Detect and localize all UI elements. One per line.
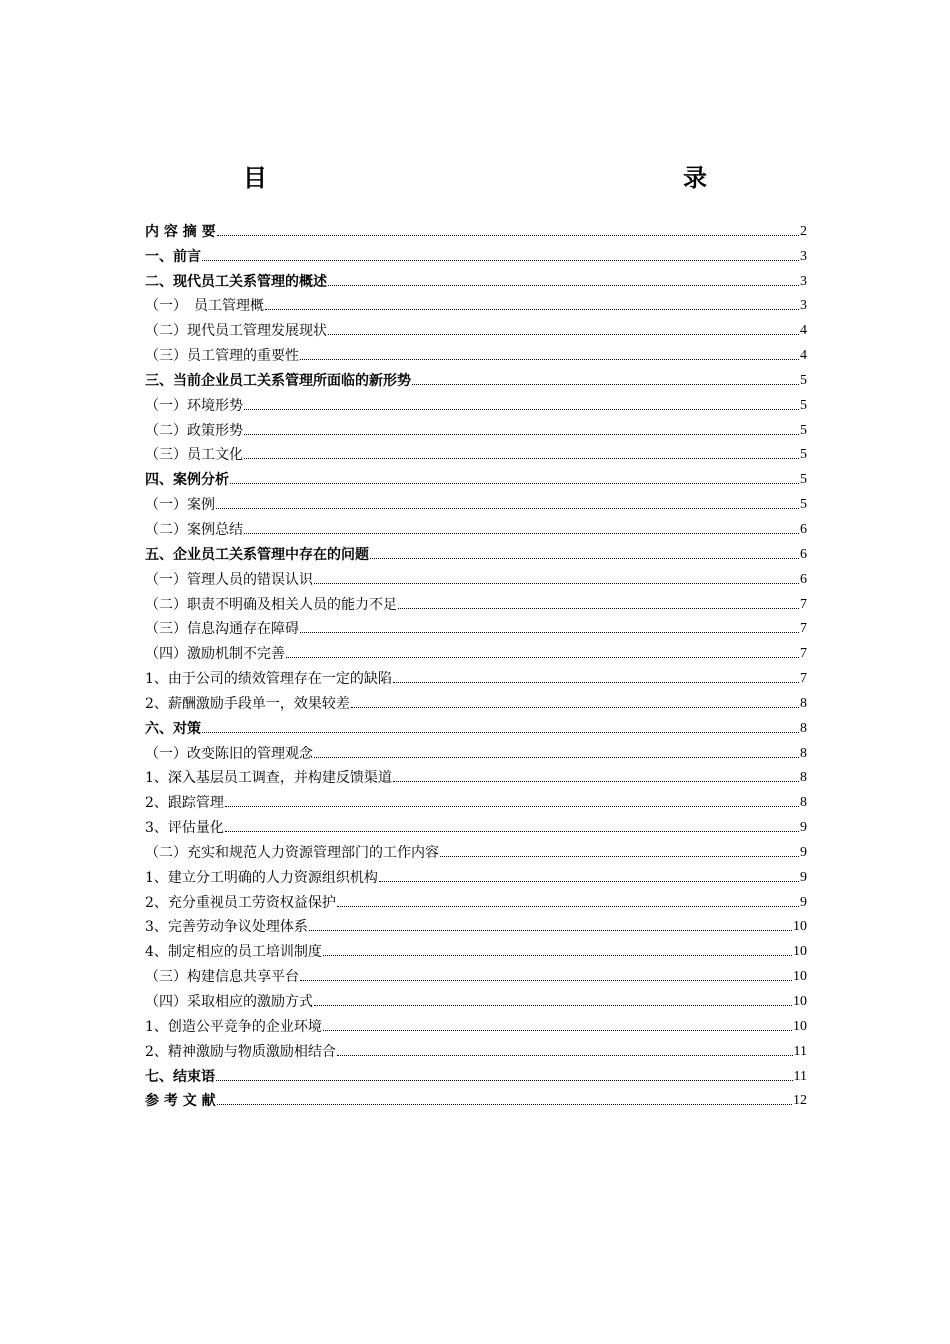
- toc-entry[interactable]: [145, 1061, 807, 1086]
- dot-leader: [216, 508, 799, 509]
- dot-leader: [244, 409, 799, 410]
- toc-entry[interactable]: [145, 663, 807, 688]
- toc-entry[interactable]: [145, 763, 807, 788]
- toc-entry-page-number: 9: [800, 820, 807, 836]
- toc-entry-page-number: 5: [800, 472, 807, 488]
- toc-entry[interactable]: [145, 837, 807, 862]
- toc-entry[interactable]: [145, 688, 807, 713]
- toc-entry[interactable]: [145, 241, 807, 266]
- toc-entry-title: 2、精神激励与物质激励相结合: [145, 1043, 336, 1060]
- toc-entry-title: 2、充分重视员工劳资权益保护: [145, 894, 336, 911]
- toc-entry-title: （四）激励机制不完善: [145, 646, 285, 663]
- toc-entry[interactable]: [145, 464, 807, 489]
- toc-entry[interactable]: [145, 738, 807, 763]
- toc-entry-page-number: 11: [793, 1068, 807, 1084]
- toc-entry[interactable]: [145, 812, 807, 837]
- dot-leader: [300, 359, 799, 360]
- toc-entry[interactable]: [145, 1036, 807, 1061]
- dot-leader: [393, 781, 799, 782]
- dot-leader: [337, 1055, 793, 1056]
- dot-leader: [314, 1005, 792, 1006]
- dot-leader: [314, 757, 799, 758]
- dot-leader: [328, 334, 799, 335]
- dot-leader: [225, 806, 799, 807]
- dot-leader: [398, 608, 799, 609]
- dot-leader: [328, 285, 799, 286]
- dot-leader: [217, 1104, 792, 1105]
- dot-leader: [244, 533, 799, 534]
- dot-leader: [379, 881, 799, 882]
- toc-entry-title: 参 考 文 献: [145, 1093, 216, 1110]
- toc-entry-page-number: 10: [793, 1018, 807, 1034]
- toc-entry[interactable]: [145, 1086, 807, 1111]
- toc-entry-title: （二）政策形势: [145, 422, 243, 439]
- toc-entry-title: （三）构建信息共享平台: [145, 969, 299, 986]
- toc-entry-title: （一）环境形势: [145, 397, 243, 414]
- toc-entry-title: 六、对策: [145, 720, 201, 737]
- toc-entry-title: 4、制定相应的员工培训制度: [145, 944, 322, 961]
- toc-entry[interactable]: [145, 912, 807, 937]
- toc-entry-title: 三、当前企业员工关系管理所面临的新形势: [145, 372, 411, 389]
- dot-leader: [244, 434, 799, 435]
- toc-entry[interactable]: [145, 961, 807, 986]
- toc-entry[interactable]: [145, 862, 807, 887]
- toc-entry-title: 五、企业员工关系管理中存在的问题: [145, 546, 369, 563]
- toc-entry-page-number: 9: [800, 869, 807, 885]
- toc-entry[interactable]: [145, 415, 807, 440]
- toc-entry-title: 1、深入基层员工调查，并构建反馈渠道: [145, 770, 392, 787]
- toc-entry-title: （一）改变陈旧的管理观念: [145, 745, 313, 762]
- toc-entry-page-number: 7: [800, 671, 807, 687]
- toc-entry-page-number: 4: [800, 323, 807, 339]
- toc-entry-page-number: 8: [800, 745, 807, 761]
- toc-entry-page-number: 10: [793, 919, 807, 935]
- dot-leader: [300, 980, 792, 981]
- toc-entry-page-number: 10: [793, 994, 807, 1009]
- dot-leader: [202, 260, 799, 261]
- toc-entry[interactable]: [145, 216, 807, 241]
- toc-entry-title: 3、评估量化: [145, 820, 224, 837]
- toc-entry-page-number: 7: [800, 621, 807, 637]
- toc-entry-title: 1、建立分工明确的人力资源组织机构: [145, 869, 378, 886]
- toc-entry-title: （一）案例: [145, 497, 215, 514]
- toc-entry-title: 1、创造公平竞争的企业环境: [145, 1018, 322, 1035]
- dot-leader: [225, 831, 799, 832]
- dot-leader: [202, 732, 799, 733]
- toc-entry-page-number: 7: [800, 646, 807, 662]
- dot-leader: [314, 583, 799, 584]
- dot-leader: [393, 682, 799, 683]
- toc-entry-title: 二、现代员工关系管理的概述: [145, 273, 327, 290]
- dot-leader: [300, 632, 799, 633]
- dot-leader: [244, 458, 799, 459]
- toc-entry-title: （三）员工管理的重要性: [145, 348, 299, 365]
- toc-entry-page-number: 10: [793, 969, 807, 985]
- toc-entry-page-number: 6: [800, 571, 807, 587]
- dot-leader: [412, 384, 799, 385]
- toc-entry[interactable]: [145, 564, 807, 589]
- dot-leader: [217, 235, 799, 236]
- toc-entry-title: 3、完善劳动争议处理体系: [145, 919, 308, 936]
- toc-entry-page-number: 3: [800, 248, 807, 264]
- toc-entry-title: 一、前言: [145, 248, 201, 265]
- dot-leader: [265, 309, 799, 310]
- toc-entry[interactable]: [145, 315, 807, 340]
- dot-leader: [370, 558, 799, 559]
- toc-entry-page-number: 11: [793, 1043, 807, 1059]
- toc-entry-page-number: 3: [800, 298, 807, 314]
- toc-entry-page-number: 2: [800, 223, 807, 239]
- toc-entry[interactable]: [145, 589, 807, 614]
- toc-entry-title: 内 容 摘 要: [145, 223, 216, 240]
- toc-entry-page-number: 9: [800, 844, 807, 860]
- toc-entry-page-number: 5: [800, 397, 807, 413]
- toc-entry[interactable]: [145, 787, 807, 812]
- toc-entry[interactable]: [145, 887, 807, 912]
- toc-entry-page-number: 7: [800, 596, 807, 612]
- toc-entry-page-number: 8: [800, 770, 807, 786]
- toc-entry-page-number: 8: [800, 795, 807, 811]
- dot-leader: [309, 930, 792, 931]
- dot-leader: [216, 1080, 793, 1081]
- toc-entry-page-number: 5: [800, 372, 807, 388]
- toc-entry-title: （二）现代员工管理发展现状: [145, 323, 327, 340]
- toc-entry-title: （三）员工文化: [145, 447, 243, 464]
- toc-entry-page-number: 8: [800, 720, 807, 736]
- toc-entry-page-number: 5: [800, 447, 807, 463]
- toc-entry-title: 七、结束语: [145, 1068, 215, 1085]
- dot-leader: [337, 906, 799, 907]
- toc-entry-page-number: 9: [800, 894, 807, 910]
- toc-entry[interactable]: [145, 390, 807, 415]
- toc-entry[interactable]: [145, 365, 807, 390]
- toc-entry-title: 1、由于公司的绩效管理存在一定的缺陷: [145, 671, 392, 688]
- toc-entry-page-number: 5: [800, 422, 807, 438]
- toc-entry[interactable]: [145, 539, 807, 564]
- toc-entry[interactable]: [145, 936, 807, 961]
- toc-entry-title: （四）采取相应的激励方式: [145, 994, 313, 1010]
- toc-entry-page-number: 12: [793, 1093, 807, 1109]
- toc-entry[interactable]: [145, 514, 807, 539]
- toc-entry-title: （二）案例总结: [145, 521, 243, 538]
- toc-entry[interactable]: [145, 291, 807, 316]
- toc-entry[interactable]: [145, 440, 807, 465]
- toc-entry-title: （一） 员工管理概: [145, 298, 264, 315]
- dot-leader: [323, 1030, 792, 1031]
- toc-entry-page-number: 3: [800, 273, 807, 289]
- dot-leader: [351, 707, 799, 708]
- toc-entry-page-number: 6: [800, 546, 807, 562]
- toc-entry[interactable]: [145, 614, 807, 639]
- dot-leader: [323, 955, 792, 956]
- dot-leader: [230, 483, 799, 484]
- toc-entry-page-number: 6: [800, 521, 807, 537]
- page-title: 目 录: [243, 164, 793, 192]
- toc-entry-page-number: 5: [800, 497, 807, 513]
- toc-entry-title: 2、薪酬激励手段单一，效果较差: [145, 695, 350, 712]
- toc-entry-page-number: 4: [800, 348, 807, 364]
- toc-entry-title: （二）职责不明确及相关人员的能力不足: [145, 596, 397, 613]
- toc-entry[interactable]: [145, 638, 807, 663]
- toc-entry[interactable]: [145, 266, 807, 291]
- toc-entry-title: （三）信息沟通存在障碍: [145, 621, 299, 638]
- toc-entry-title: （二）充实和规范人力资源管理部门的工作内容: [145, 844, 439, 861]
- toc-entry[interactable]: [145, 1011, 807, 1036]
- dot-leader: [440, 856, 799, 857]
- toc-entry[interactable]: [145, 986, 807, 1011]
- toc-entry-title: 四、案例分析: [145, 472, 229, 489]
- toc-entry-title: 2、跟踪管理: [145, 795, 224, 812]
- dot-leader: [286, 657, 799, 658]
- toc-entry[interactable]: [145, 713, 807, 738]
- toc-entry[interactable]: [145, 340, 807, 365]
- toc-list: [145, 216, 807, 1110]
- toc-entry-page-number: 8: [800, 695, 807, 711]
- toc-entry[interactable]: [145, 489, 807, 514]
- toc-entry-title: （一）管理人员的错误认识: [145, 571, 313, 588]
- toc-entry-page-number: 10: [793, 944, 807, 960]
